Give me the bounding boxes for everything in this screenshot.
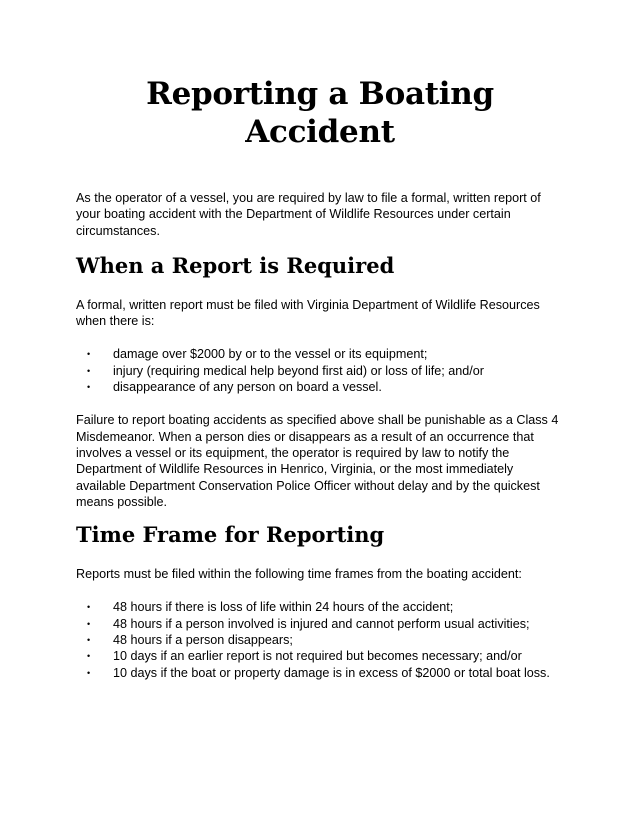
- list-item-text: 48 hours if a person disappears;: [113, 633, 293, 648]
- section-heading-required: When a Report is Required: [76, 252, 395, 278]
- list-item: [76, 599, 564, 615]
- bullet-icon: •: [87, 618, 91, 629]
- required-conditions-list: [76, 346, 564, 395]
- list-item-text: 10 days if an earlier report is not required but becomes necessary; and/or: [113, 649, 522, 664]
- list-item: [76, 632, 564, 648]
- list-item: [76, 363, 564, 379]
- bullet-icon: •: [87, 382, 91, 393]
- required-lead-paragraph: A formal, written report must be filed with Virginia Department of Wildlife Resources when there is:: [76, 297, 540, 329]
- bullet-icon: •: [87, 349, 91, 360]
- list-item: [76, 665, 564, 681]
- list-item: [76, 346, 564, 362]
- list-item: [76, 379, 564, 395]
- bullet-icon: •: [87, 602, 91, 613]
- bullet-icon: •: [87, 635, 91, 646]
- penalty-paragraph: Failure to report boating accidents as specified above shall be punishable as a Class 4 Misdemeanor. When a person dies or disappears as a result of an occurrence that involves a vessel or its equipment, the operator is required by law to notify the Department of Wildlife Resources in Henrico, Virginia, or the most immediately available Department Conservation Police Officer without delay and by the quickest means possible.: [76, 413, 559, 509]
- section-heading-timeframe: Time Frame for Reporting: [76, 522, 385, 548]
- bullet-icon: •: [87, 365, 91, 376]
- bullet-icon: •: [87, 667, 91, 678]
- list-item-text: 48 hours if there is loss of life within 24 hours of the accident;: [113, 600, 454, 615]
- timeframe-lead-paragraph: Reports must be filed within the following time frames from the boating accident:: [76, 567, 522, 582]
- list-item-text: injury (requiring medical help beyond first aid) or loss of life; and/or: [113, 363, 484, 378]
- list-item-text: 48 hours if a person involved is injured and cannot perform usual activities;: [113, 616, 530, 631]
- list-item-text: damage over $2000 by or to the vessel or its equipment;: [113, 347, 428, 362]
- page-title: Reporting a Boating Accident: [146, 76, 494, 150]
- list-item: [76, 616, 564, 632]
- timeframe-list: [76, 599, 564, 680]
- intro-paragraph: As the operator of a vessel, you are required by law to file a formal, written report of your boating accident with the Department of Wildlife Resources under certain circumstances.: [76, 191, 541, 238]
- list-item-text: disappearance of any person on board a vessel.: [113, 380, 382, 395]
- bullet-icon: •: [87, 651, 91, 662]
- list-item-text: 10 days if the boat or property damage is in excess of $2000 or total boat loss.: [113, 665, 550, 680]
- list-item: [76, 648, 564, 664]
